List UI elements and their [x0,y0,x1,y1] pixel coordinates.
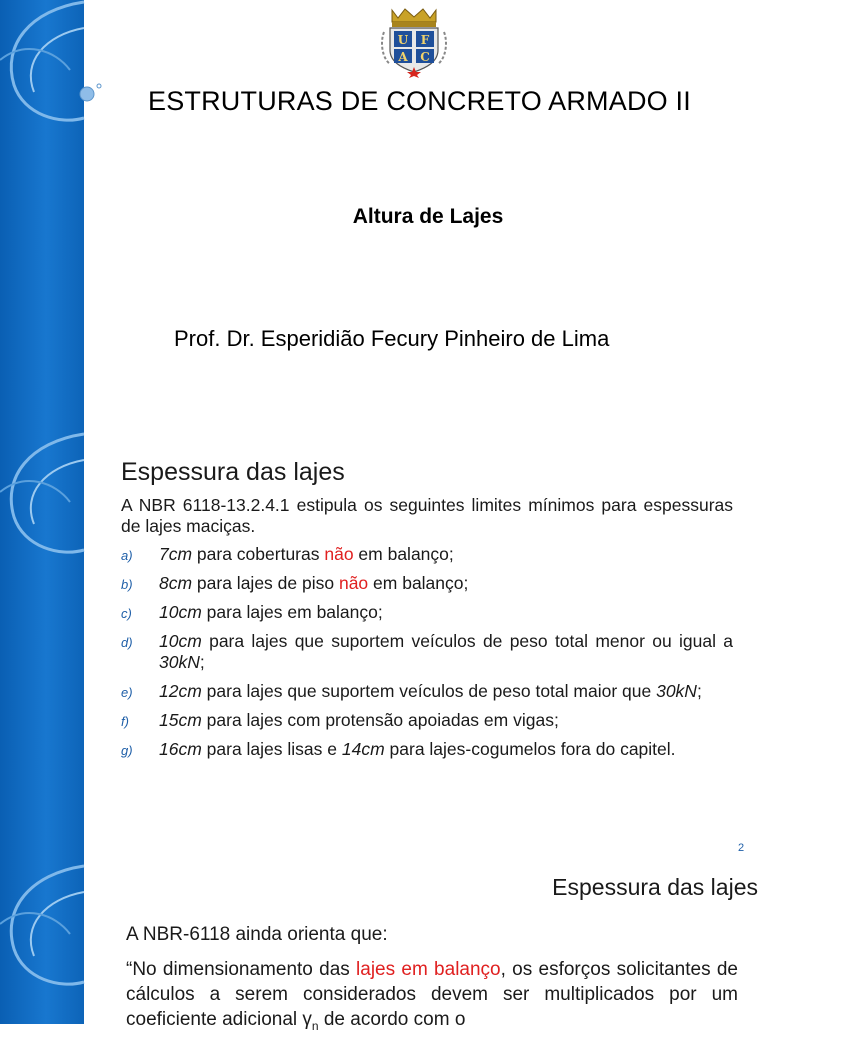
thickness-value: 7cm [159,544,193,564]
list-marker: d) [121,635,133,650]
item-text: para coberturas [192,544,325,564]
list-item [121,681,733,702]
item-text: para lajes-cogumelos fora do capitel. [384,739,676,759]
subscript-text: n [311,1018,319,1033]
load-value: 30kN [656,681,697,701]
list-marker: b) [121,577,133,592]
thickness-value: 8cm [159,573,193,593]
quote-text: de acordo com o [318,1009,466,1030]
quote-text: “No dimensionamento das [126,959,357,980]
list-item [121,739,733,760]
list-marker: f) [121,714,129,729]
list-marker: e) [121,685,133,700]
swirl-decoration-icon [0,864,84,1024]
slide-heading: Espessura das lajes [121,458,345,486]
intro-line: A NBR-6118 ainda orienta que: [126,924,388,945]
list-item [121,602,733,623]
item-text: para lajes que suportem veículos de peso total maior que [201,681,657,701]
item-text: para lajes com protensão apoiadas em vigas; [201,710,559,730]
list-marker: g) [121,743,133,758]
highlight-text: não [324,544,354,564]
content-slide-cantilever [0,864,768,1033]
ufac-logo-icon [378,4,450,78]
item-text: em balanço; [368,573,469,593]
list-item [121,631,733,673]
intro-paragraph: A NBR 6118-13.2.4.1 estipula os seguintes limites mínimos para espessuras de lajes maciças. [121,495,733,536]
list-marker: a) [121,548,133,563]
thickness-value: 12cm [159,681,202,701]
presentation-subtitle: Altura de Lajes [352,205,504,228]
item-text: ; [199,652,205,672]
logo-letter-a: A [398,50,408,64]
thickness-value-secondary: 14cm [341,739,385,759]
thickness-value: 10cm [159,602,202,622]
list-marker: c) [121,606,132,621]
highlight-text: não [338,573,369,593]
logo-letter-c: C [420,50,430,64]
quote-text: , os esforços solicitantes de cálculos a serem considerados devem ser multiplicados por um coeficiente adicional γ [126,959,738,1030]
item-text: em balanço; [353,544,454,564]
decorative-band [0,864,84,1024]
bubble-decoration-icon [76,80,106,104]
list-item [121,544,733,565]
logo-letter-u: U [397,33,409,47]
thickness-value: 15cm [159,710,202,730]
author-name: Prof. Dr. Esperidião Fecury Pinheiro de Lima [174,326,610,351]
list-item [121,710,733,731]
page-number: 2 [738,842,745,854]
swirl-decoration-icon [0,432,84,864]
item-text: ; [696,681,702,701]
highlight-text: lajes em balanço [356,959,501,980]
item-text: para lajes que suportem veículos de peso total menor ou igual a [201,631,733,651]
thickness-value: 16cm [159,739,202,759]
content-slide-thickness-limits [0,432,768,864]
item-text: para lajes de piso [192,573,339,593]
load-value: 30kN [159,652,200,672]
thickness-list [121,544,733,768]
quote-paragraph [126,957,738,1039]
logo-letter-f: F [420,33,430,47]
decorative-band [0,432,84,864]
presentation-title: ESTRUTURAS DE CONCRETO ARMADO II [148,86,691,116]
list-item [121,573,733,594]
item-text: para lajes em balanço; [201,602,383,622]
item-text: para lajes lisas e [201,739,342,759]
thickness-value: 10cm [159,631,202,651]
slide-heading: Espessura das lajes [552,874,758,900]
title-slide [0,0,768,432]
